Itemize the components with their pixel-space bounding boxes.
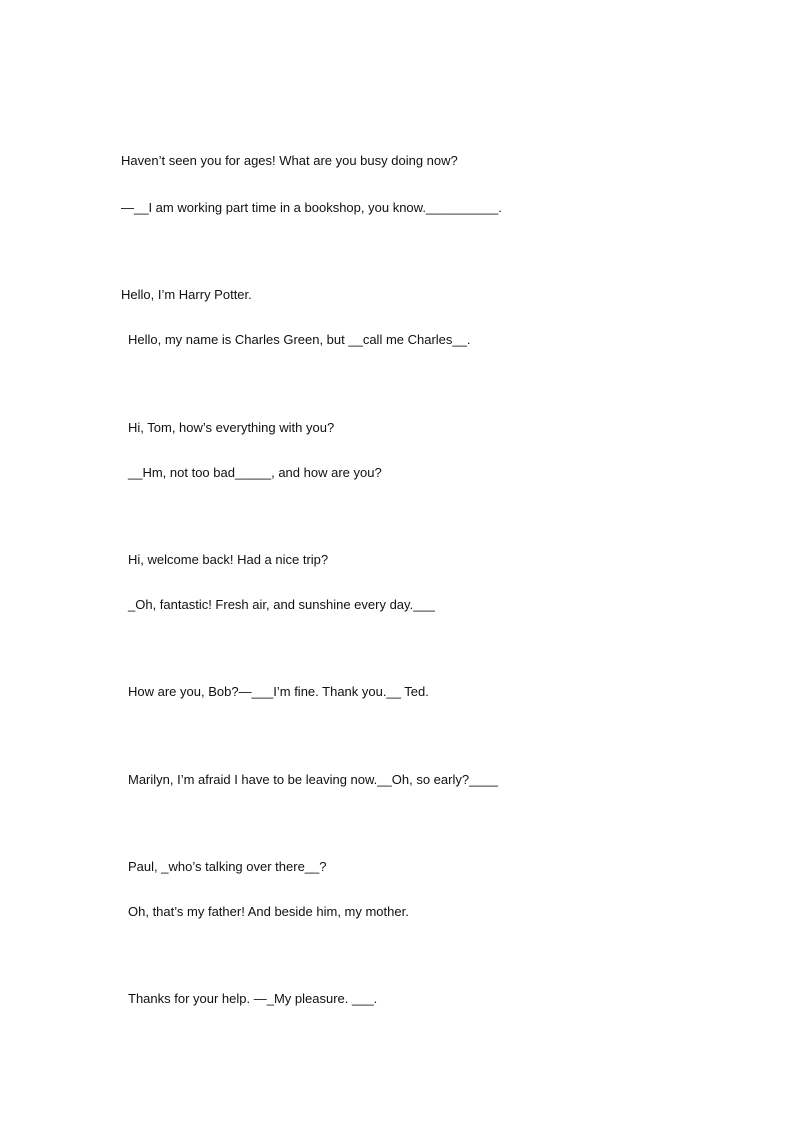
dialogue-line-9: How are you, Bob?—___I’m fine. Thank you.__ Ted.	[128, 684, 429, 699]
dialogue-line-5: Hi, Tom, how’s everything with you?	[128, 420, 335, 435]
dialogue-line-1: Haven’t seen you for ages! What are you busy doing now?	[121, 153, 458, 168]
dialogue-line-13: Thanks for your help. —_My pleasure. ___.	[128, 991, 378, 1006]
dialogue-line-11: Paul, _who’s talking over there__?	[128, 859, 327, 874]
dialogue-line-12: Oh, that’s my father! And beside him, my mother.	[128, 904, 409, 919]
dialogue-line-10: Marilyn, I’m afraid I have to be leaving now.__Oh, so early?____	[128, 772, 498, 787]
dialogue-line-4: Hello, my name is Charles Green, but __call me Charles__.	[128, 332, 471, 347]
dialogue-line-7: Hi, welcome back! Had a nice trip?	[128, 552, 329, 567]
dialogue-line-3: Hello, I’m Harry Potter.	[121, 287, 252, 302]
dialogue-line-8: _Oh, fantastic! Fresh air, and sunshine every day.___	[128, 597, 435, 612]
dialogue-line-2: —__I am working part time in a bookshop, you know.__________.	[121, 200, 502, 215]
dialogue-line-6: __Hm, not too bad_____, and how are you?	[128, 465, 382, 480]
